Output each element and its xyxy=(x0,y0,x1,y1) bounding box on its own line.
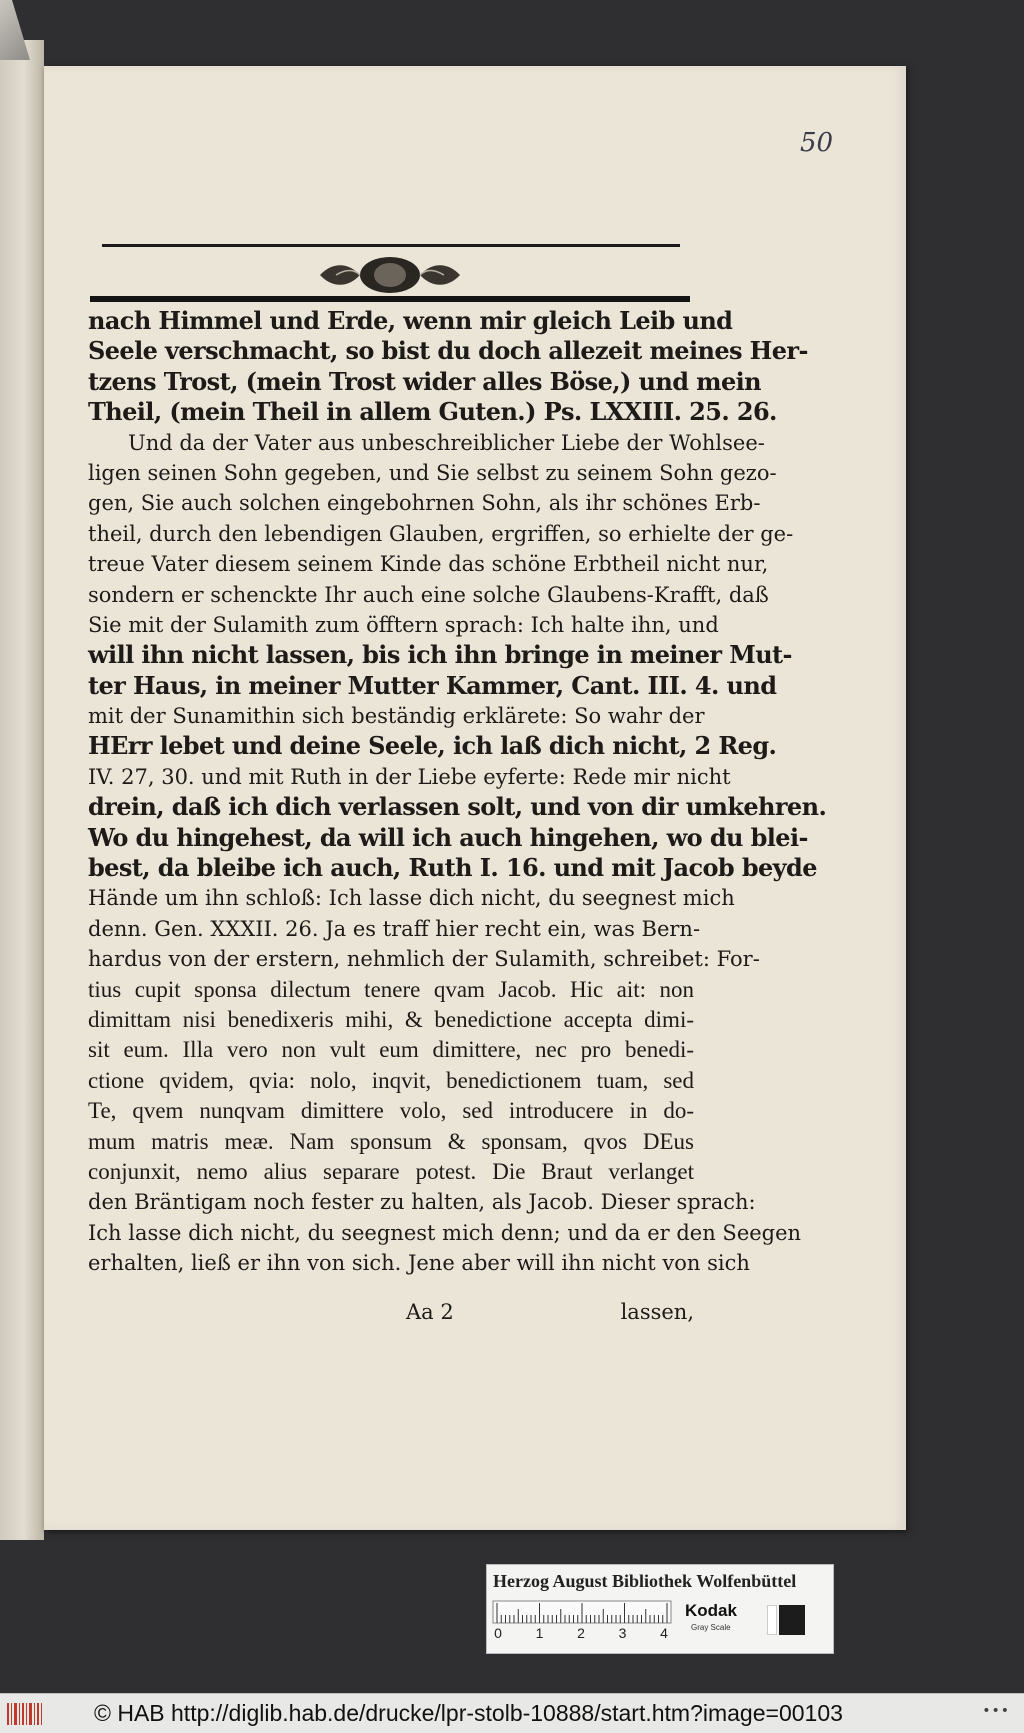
ruler-number: 2 xyxy=(577,1625,585,1641)
text-line: Sie mit der Sulamith zum öfftern sprach: Ich halte ihn, und xyxy=(88,612,719,637)
ruler-number: 1 xyxy=(535,1625,544,1641)
text-line: sondern er schenckte Ihr auch eine solche Glaubens-Krafft, daß xyxy=(88,582,769,607)
text-line: Und da der Vater aus unbeschreiblicher Liebe der Wohlsee- xyxy=(128,430,765,455)
swatch-black xyxy=(779,1605,805,1635)
page-corner xyxy=(0,0,30,60)
swatch-white xyxy=(767,1605,777,1635)
text-line: ctione qvidem, qvia: nolo, inqvit, benedictionem tuam, sed xyxy=(88,1067,694,1093)
text-line: Te, qvem nunqvam dimittere volo, sed introducere in do- xyxy=(88,1098,694,1124)
barcode-logo-icon xyxy=(6,1700,46,1728)
text-line: ter Haus, in meiner Mutter Kammer, Cant. III. 4. und xyxy=(88,670,777,700)
color-card xyxy=(486,1564,834,1654)
text-line: sit eum. Illa vero non vult eum dimittere, nec pro benedi- xyxy=(88,1037,694,1063)
text-line: ligen seinen Sohn gegeben, und Sie selbst zu seinem Sohn gezo- xyxy=(88,460,777,485)
text-line: Ich lasse dich nicht, du seegnest mich denn; und da er den Seegen xyxy=(88,1220,802,1245)
catchword: lassen, xyxy=(620,1300,694,1324)
text-line: Theil, (mein Theil in allem Guten.) Ps. LXXIII. 25. 26. xyxy=(88,397,777,427)
body-text xyxy=(88,306,827,1279)
text-line: will ihn nicht lassen, bis ich ihn bringe in meiner Mut- xyxy=(88,640,792,670)
signature-mark: Aa 2 xyxy=(406,1300,454,1324)
text-line: hardus von der erstern, nehmlich der Sulamith, schreibet: For- xyxy=(88,947,760,972)
ruler-number: 3 xyxy=(618,1625,627,1641)
text-line: Seele verschmacht, so bist du doch allezeit meines Her- xyxy=(88,336,808,366)
text-line: HErr lebet und deine Seele, ich laß dich nicht, 2 Reg. xyxy=(88,731,777,761)
text-line: theil, durch den lebendigen Glauben, ergriffen, so erhielte der ge- xyxy=(88,521,794,546)
ruler-number: 4 xyxy=(660,1625,668,1641)
ruler-numbers xyxy=(491,1625,671,1641)
ornament-vignette xyxy=(316,254,464,296)
ruler-number: 0 xyxy=(494,1625,502,1641)
ruler-scale xyxy=(493,1601,671,1623)
ellipsis-icon[interactable]: ••• xyxy=(982,1703,1010,1719)
source-url[interactable]: © HAB http://diglib.hab.de/drucke/lpr-stolb-10888/start.htm?image=00103 xyxy=(94,1700,843,1726)
text-line: best, da bleibe ich auch, Ruth I. 16. und mit Jacob beyde xyxy=(88,853,817,883)
text-line: treue Vater diesem seinem Kinde das schöne Erbtheil nicht nur, xyxy=(88,552,769,577)
text-line: drein, daß ich dich verlassen solt, und von dir umkehren. xyxy=(88,792,827,822)
text-line: tius cupit sponsa dilectum tenere qvam Jacob. Hic ait: non xyxy=(88,976,694,1002)
text-line: mit der Sunamithin sich beständig erklärete: So wahr der xyxy=(88,704,705,729)
gray-scale-label: Gray Scale xyxy=(691,1623,731,1632)
text-line: Wo du hingehest, da will ich auch hingehen, wo du blei- xyxy=(88,822,808,852)
brand-label: Kodak xyxy=(685,1601,737,1620)
status-bar xyxy=(0,1693,1024,1733)
text-line: IV. 27, 30. und mit Ruth in der Liebe eyferte: Rede mir nicht xyxy=(88,764,731,789)
text-line: mum matris meæ. Nam sponsum & sponsam, qvos DEus xyxy=(88,1128,694,1154)
text-line: dimittam nisi benedixeris mihi, & benedictione accepta dimi- xyxy=(88,1006,694,1032)
text-line: gen, Sie auch solchen eingebohrnen Sohn, als ihr schönes Erb- xyxy=(88,491,761,516)
folio-number: 50 xyxy=(800,128,834,158)
text-line: nach Himmel und Erde, wenn mir gleich Leib und xyxy=(88,306,733,335)
text-line: den Bräntigam noch fester zu halten, als Jacob. Dieser sprach: xyxy=(88,1190,756,1215)
text-line: Hände um ihn schloß: Ich lasse dich nicht, du seegnest mich xyxy=(88,886,735,911)
text-line: erhalten, ließ er ihn von sich. Jene aber will ihn nicht von sich xyxy=(88,1251,750,1276)
card-title: Herzog August Bibliothek Wolfenbüttel xyxy=(493,1571,797,1591)
text-line: conjunxit, nemo alius separare potest. Die Braut verlanget xyxy=(88,1158,694,1184)
text-line: tzens Trost, (mein Trost wider alles Böse,) und mein xyxy=(88,366,761,396)
text-line: denn. Gen. XXXII. 26. Ja es traff hier recht ein, was Bern- xyxy=(88,916,701,941)
header-rule-top xyxy=(102,244,680,247)
facing-page-edge xyxy=(0,40,44,1540)
page-footer xyxy=(88,1300,694,1332)
header-rule-bottom xyxy=(90,296,690,302)
